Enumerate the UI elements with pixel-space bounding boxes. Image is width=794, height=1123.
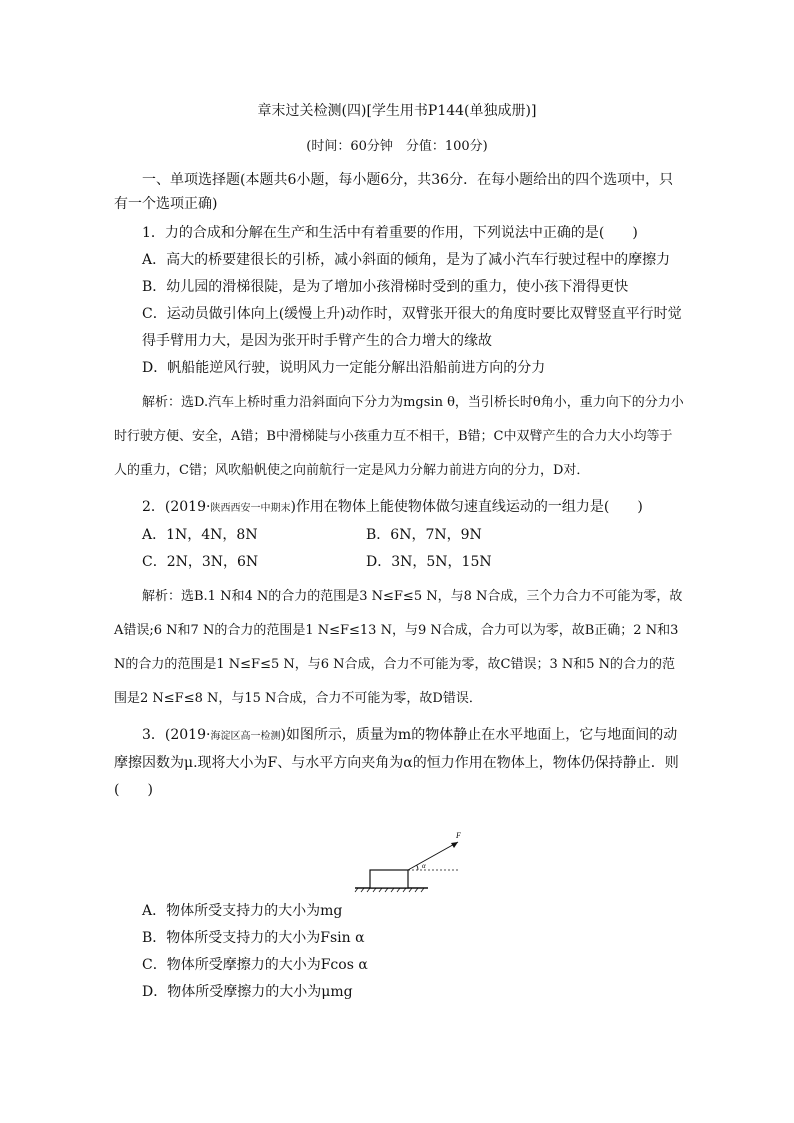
q2-option-b: B．6N，7N，9N <box>366 527 482 543</box>
q3-stem-prefix: 3．(2019· <box>142 727 211 743</box>
force-label: F <box>456 831 461 840</box>
page-title: 章末过关检测(四)[学生用书P144(单独成册)] <box>257 103 537 119</box>
question-1-stem: 1．力的合成和分解在生产和生活中有着重要的作用，下列说法中正确的是( ) <box>142 225 638 241</box>
q2-stem-prefix: 2．(2019· <box>142 499 211 515</box>
q3-option-d: D．物体所受摩擦力的大小为μmg <box>142 984 353 1000</box>
q3-option-c: C．物体所受摩擦力的大小为Fcos α <box>142 957 368 973</box>
q3-option-b: B．物体所受支持力的大小为Fsin α <box>142 930 365 946</box>
q2-stem-suffix: )作用在物体上能使物体做匀速直线运动的一组力是( ) <box>290 499 643 515</box>
q2-options-row-2 <box>114 549 684 576</box>
q2-option-a: A．1N，4N，8N <box>142 527 258 543</box>
angle-arc <box>417 865 418 870</box>
force-arrow <box>408 842 458 870</box>
q1-analysis: 解析：选D.汽车上桥时重力沿斜面向下分力为mgsin θ，当引桥长时θ角小，重力向下的分力小时行驶方便、安全，A错；B中滑梯陡与小孩重力互不相干，B错；C中双臂产生的合力大小均等于人的重力，C错；风吹船帆使之向前航行一定是风力分解力前进方向的分力，D对． <box>114 395 684 478</box>
section-heading: 一、单项选择题(本题共6小题，每小题6分，共36分．在每小题给出的四个选项中，只有一个选项正确) <box>114 172 674 212</box>
q3-option-a: A．物体所受支持力的大小为mg <box>142 903 343 919</box>
q3-options <box>114 898 684 1006</box>
q2-option-d: D．3N，5N，15N <box>366 554 492 570</box>
content-body <box>114 168 684 804</box>
q1-option-b: B．幼儿园的滑梯很陡，是为了增加小孩滑梯时受到的重力，使小孩下滑得更快 <box>142 279 629 295</box>
force-diagram <box>350 830 470 895</box>
q2-analysis: 解析：选B.1 N和4 N的合力的范围是3 N≤F≤5 N，与8 N合成，三个力合力不可能为零，故A错误;6 N和7 N的合力的范围是1 N≤F≤13 N，与9 N合成，合力可以为零，故B正确；2 N和3 N的合力的范围是1 N≤F≤5 N，与6 N合成，合力不可能为零，故C错误；3 N和5 N的合力的范围是2 N≤F≤8 N，与15 N合成，合力不可能为零，故D错误． <box>114 589 683 706</box>
q2-source: 陕西西安一中期末 <box>210 503 291 514</box>
angle-label: α <box>422 862 426 870</box>
q2-options-row-1 <box>114 522 684 549</box>
q1-option-c: C．运动员做引体向上(缓慢上升)动作时，双臂张开很大的角度时要比双臂竖直平行时觉得手臂用力大，是因为张开时手臂产生的合力增大的缘故 <box>142 306 682 349</box>
q2-option-c: C．2N，3N，6N <box>142 554 259 570</box>
question-2-stem <box>114 494 684 522</box>
q3-stem-suffix: )如图所示，质量为m的物体静止在水平地面上，它与地面间的动摩擦因数为μ.现将大小为F、与水平方向夹角为α的恒力作用在物体上，物体仍保持静止．则( ) <box>114 727 679 798</box>
time-info: (时间：60分钟 分值：100分) <box>306 139 488 154</box>
question-3-stem <box>114 722 684 804</box>
q3-source: 海淀区高一检测 <box>210 731 281 742</box>
q1-option-a: A．高大的桥要建很长的引桥，减小斜面的倾角，是为了减小汽车行驶过程中的摩擦力 <box>142 252 671 268</box>
q1-option-d: D．帆船能逆风行驶，说明风力一定能分解出沿船前进方向的分力 <box>142 360 546 376</box>
block <box>370 870 408 888</box>
